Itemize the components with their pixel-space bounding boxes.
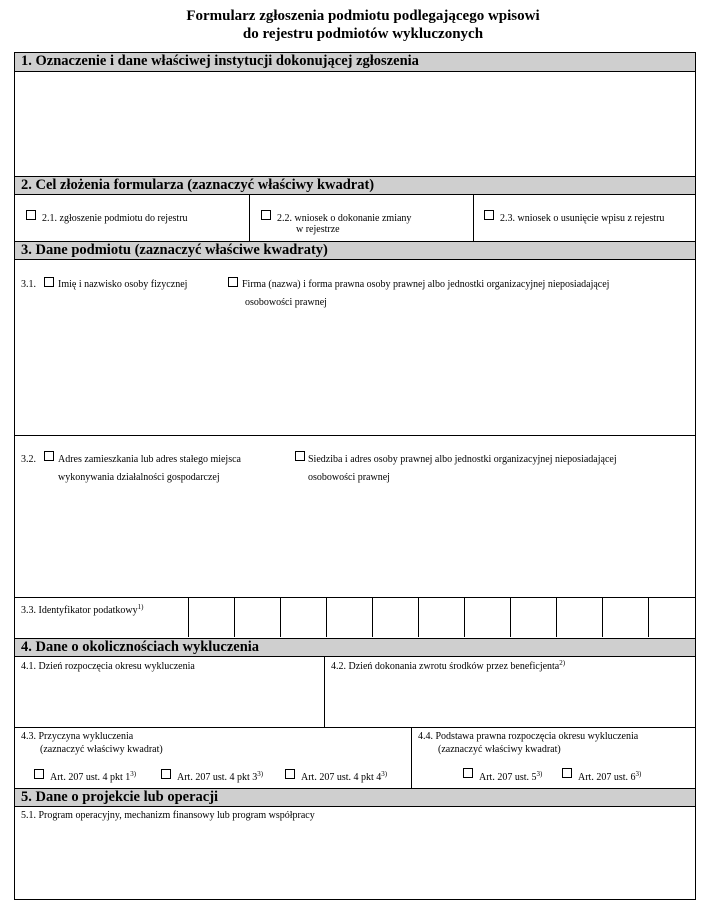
tax-id-digit-cell[interactable]: [602, 597, 648, 637]
tax-id-cells: [188, 597, 696, 638]
option-seat-address-line2: osobowości prawnej: [308, 472, 390, 483]
checkbox-art207-6[interactable]: [562, 768, 572, 778]
option-art207-6-text: Art. 207 ust. 6: [578, 772, 636, 783]
option-change-request-line1: 2.2. wniosek o dokonanie zmiany: [277, 213, 412, 224]
footnote-ref: 3): [536, 770, 543, 778]
option-seat-address-line1: Siedziba i adres osoby prawnej albo jednostki organizacyjnej nieposiadającej: [308, 454, 617, 465]
form-title: [0, 7, 726, 43]
tax-id-digit-cell[interactable]: [372, 597, 418, 637]
tax-id-label: [21, 605, 143, 617]
legal-basis-label-line2: (zaznaczyć właściwy kwadrat): [438, 744, 561, 755]
section3-header: 3. Dane podmiotu (zaznaczyć właściwe kwadraty): [15, 241, 695, 260]
divider: [15, 727, 695, 728]
tax-id-digit-cell[interactable]: [326, 597, 372, 637]
section5-header: 5. Dane o projekcie lub operacji: [15, 788, 695, 807]
option-register: 2.1. zgłoszenie podmiotu do rejestru: [42, 213, 188, 224]
option-art207-4-1: [50, 772, 136, 784]
checkbox-art207-4-4[interactable]: [285, 769, 295, 779]
tax-id-digit-cell[interactable]: [556, 597, 602, 637]
legal-basis-label-line1: 4.4. Podstawa prawna rozpoczęcia okresu wykluczenia: [418, 731, 639, 742]
tax-id-digit-cell[interactable]: [188, 597, 234, 637]
exclusion-start-date-label: 4.1. Dzień rozpoczęcia okresu wykluczenia: [21, 661, 195, 672]
tax-id-digit-cell[interactable]: [280, 597, 326, 637]
footnote-ref: 3): [381, 770, 388, 778]
form-table: [14, 52, 696, 900]
section2-header: 2. Cel złożenia formularza (zaznaczyć właściwy kwadrat): [15, 176, 695, 195]
checkbox-register[interactable]: [26, 210, 36, 220]
option-art207-4-4-text: Art. 207 ust. 4 pkt 4: [301, 772, 382, 783]
section1-header: 1. Oznaczenie i dane właściwej instytucji dokonującej zgłoszenia: [15, 53, 695, 72]
option-art207-4-3: [177, 772, 263, 784]
form-title-line2: do rejestru podmiotów wykluczonych: [242, 26, 484, 42]
option-art207-5: [479, 772, 542, 784]
checkbox-residence-address[interactable]: [44, 451, 54, 461]
option-art207-4-3-text: Art. 207 ust. 4 pkt 3: [177, 772, 258, 783]
tax-id-digit-cell[interactable]: [510, 597, 556, 637]
divider: [324, 657, 325, 728]
form-title-line1: Formularz zgłoszenia podmiotu podlegającego wpisowi: [186, 8, 540, 24]
exclusion-reason-label-line1: 4.3. Przyczyna wykluczenia: [21, 731, 134, 742]
exclusion-reason-label-line2: (zaznaczyć właściwy kwadrat): [40, 744, 163, 755]
checkbox-art207-4-3[interactable]: [161, 769, 171, 779]
tax-id-digit-cell[interactable]: [648, 597, 694, 637]
option-person-name: Imię i nazwisko osoby fizycznej: [58, 279, 188, 290]
institution-field[interactable]: [15, 72, 695, 176]
footnote-ref: 2): [559, 659, 566, 667]
tax-id-digit-cell[interactable]: [464, 597, 510, 637]
option-art207-4-1-text: Art. 207 ust. 4 pkt 1: [50, 772, 131, 783]
tax-id-digit-cell[interactable]: [418, 597, 464, 637]
option-residence-address-line1: Adres zamieszkania lub adres stałego miejsca: [58, 454, 241, 465]
refund-date-label-text: 4.2. Dzień dokonania zwrotu środków przez beneficjenta: [331, 661, 560, 672]
tax-id-digit-cell[interactable]: [234, 597, 280, 637]
option-removal-request: 2.3. wniosek o usunięcie wpisu z rejestru: [500, 213, 665, 224]
program-field[interactable]: [15, 825, 695, 899]
option-art207-6: [578, 772, 641, 784]
footnote-ref: 1): [137, 603, 144, 611]
field-3-2-number: 3.2.: [21, 454, 36, 465]
checkbox-company-name[interactable]: [228, 277, 238, 287]
checkbox-change-request[interactable]: [261, 210, 271, 220]
option-art207-5-text: Art. 207 ust. 5: [479, 772, 537, 783]
tax-id-label-text: 3.3. Identyfikator podatkowy: [21, 605, 138, 616]
section4-header: 4. Dane o okolicznościach wykluczenia: [15, 638, 695, 657]
refund-date-label: [331, 661, 565, 673]
checkbox-art207-4-1[interactable]: [34, 769, 44, 779]
footnote-ref: 3): [635, 770, 642, 778]
checkbox-art207-5[interactable]: [463, 768, 473, 778]
field-3-1-number: 3.1.: [21, 279, 36, 290]
divider: [249, 195, 250, 241]
option-company-name-line1: Firma (nazwa) i forma prawna osoby prawnej albo jednostki organizacyjnej nieposiadającej: [242, 279, 610, 290]
footnote-ref: 3): [257, 770, 264, 778]
checkbox-person-name[interactable]: [44, 277, 54, 287]
checkbox-seat-address[interactable]: [295, 451, 305, 461]
divider: [473, 195, 474, 241]
divider: [411, 727, 412, 788]
program-label: 5.1. Program operacyjny, mechanizm finansowy lub program współpracy: [21, 810, 315, 821]
option-art207-4-4: [301, 772, 387, 784]
checkbox-removal-request[interactable]: [484, 210, 494, 220]
option-residence-address-line2: wykonywania działalności gospodarczej: [58, 472, 220, 483]
footnote-ref: 3): [130, 770, 137, 778]
option-change-request-line2: w rejestrze: [296, 224, 340, 235]
divider: [15, 435, 695, 436]
option-company-name-line2: osobowości prawnej: [245, 297, 327, 308]
